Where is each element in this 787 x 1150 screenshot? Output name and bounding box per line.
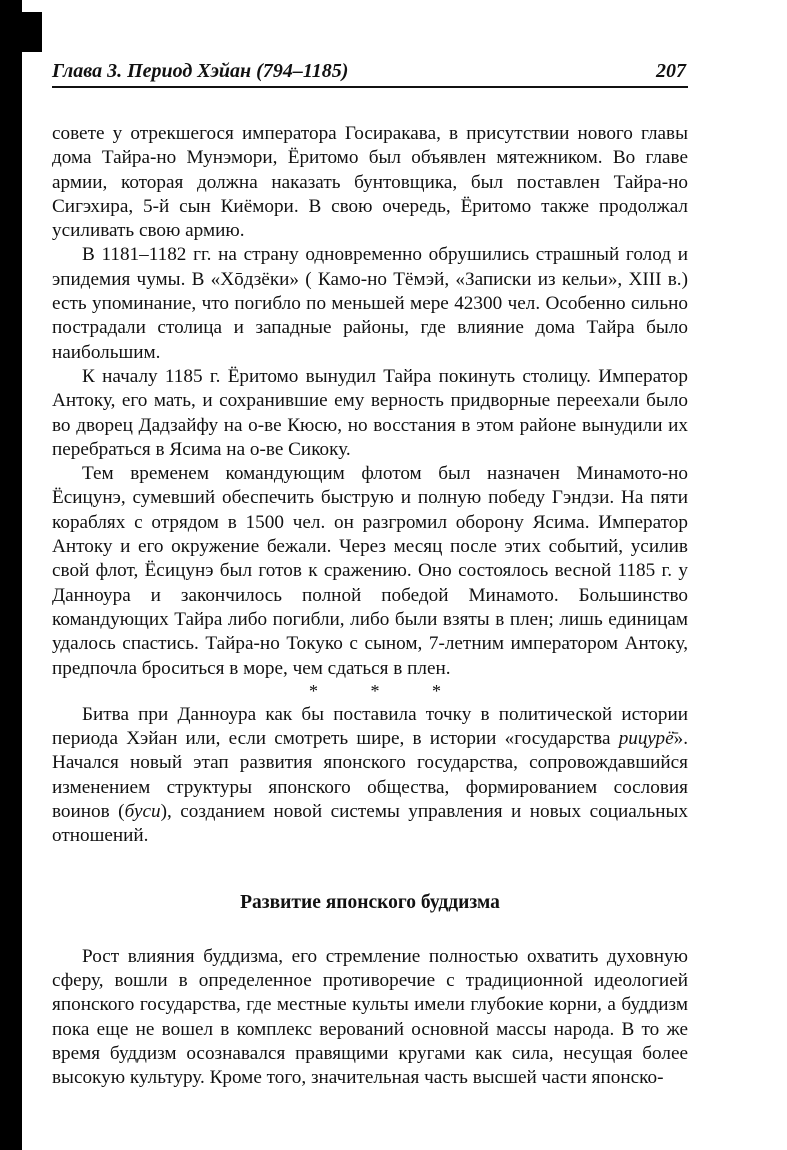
page-body (52, 122, 688, 1090)
page-number: 207 (656, 60, 686, 82)
scan-edge-shadow (0, 0, 22, 1150)
section-heading: Развитие японского буддизма (240, 891, 500, 913)
paragraph-6: Рост влияния буддизма, его стремление полностью охватить духовную сферу, вошли в определенное противоречие с традиционной идеологией японского государства, где местные культы имели глубокие корни, а буддизм пока еще не вошел в комплекс верований основной массы народа. В то же время буддизм осознавался правящими кругами как сила, несущая более высокую культуру. Кроме того, значительная часть высшей части японско- (52, 945, 688, 1089)
scan-edge-notch (20, 12, 42, 52)
paragraph-5 (52, 703, 688, 849)
paragraph-1: советe у отрекшегося императора Госиракава, в присутствии нового главы дома Тайра-но Мунэмори, Ёритомо был объявлен мятежником. Во главе армии, которая должна наказать бунтовщика, был поставлен Тайра-но Сигэхира, 5-й сын Киёмори. В свою очередь, Ёритомо также продолжал усиливать свою армию. (52, 123, 688, 242)
paragraph-5-text-b: ». Начался новый этап развития японского государства, сопровождавшийся изменением структуры японского общества, формированием сословия воинов ( (52, 728, 688, 823)
paragraph-5-text-c: ), созданием новой системы управления и новых социальных отношений. (52, 801, 688, 847)
paragraph-2: В 1181–1182 гг. на страну одновременно обрушились страшный голод и эпидемия чумы. В «Хōдзёки» ( Камо-но Тёмэй, «Записки из кельи», XIII в.) есть упоминание, что погибло по меньшей мере 42300 чел. Особенно сильно пострадали столица и западные районы, где влияние дома Тайра было наибольшим. (52, 244, 688, 363)
paragraph-5-text-a: Битва при Данноура как бы поставила точку в политической истории периода Хэйан или, если смотреть шире, в истории «государства (52, 703, 688, 750)
paragraph-4: Тем временем командующим флотом был назначен Минамото-но Ёсицунэ, сумевший обеспечить быструю и полную победу Гэндзи. На пяти кораблях с отрядом в 1500 чел. он разгромил оборону Ясима. Император Антоку и его окружение бежали. Через месяц после этих событий, усилив свой флот, Ёсицунэ был готов к сражению. Оно состоялось весной 1185 г. у Данноура и закончилось полной победой Минамото. Большинство командующих Тайра либо погибли, либо были взяты в плен; лишь единицам удалось спастись. Тайра-но Токуко с сыном, 7-летним императором Антоку, предпочла броситься в море, чем сдаться в плен. (52, 463, 688, 679)
paragraph-3: К началу 1185 г. Ёритомо вынудил Тайра покинуть столицу. Император Антоку, его мать, и сохранившие ему верность придворные переехали было во дворец Дадзайфу на о-ве Кюсю, но восстания в этом районе вынудили их перебраться в Ясима на о-ве Сикоку. (52, 365, 688, 460)
running-header (52, 52, 688, 88)
section-separator: * * * (309, 680, 441, 701)
chapter-title: Глава 3. Период Хэйан (794–1185) (52, 60, 349, 82)
term-ritsuryo: рицурё̄ (618, 728, 674, 750)
term-bushi: буси (124, 801, 161, 823)
